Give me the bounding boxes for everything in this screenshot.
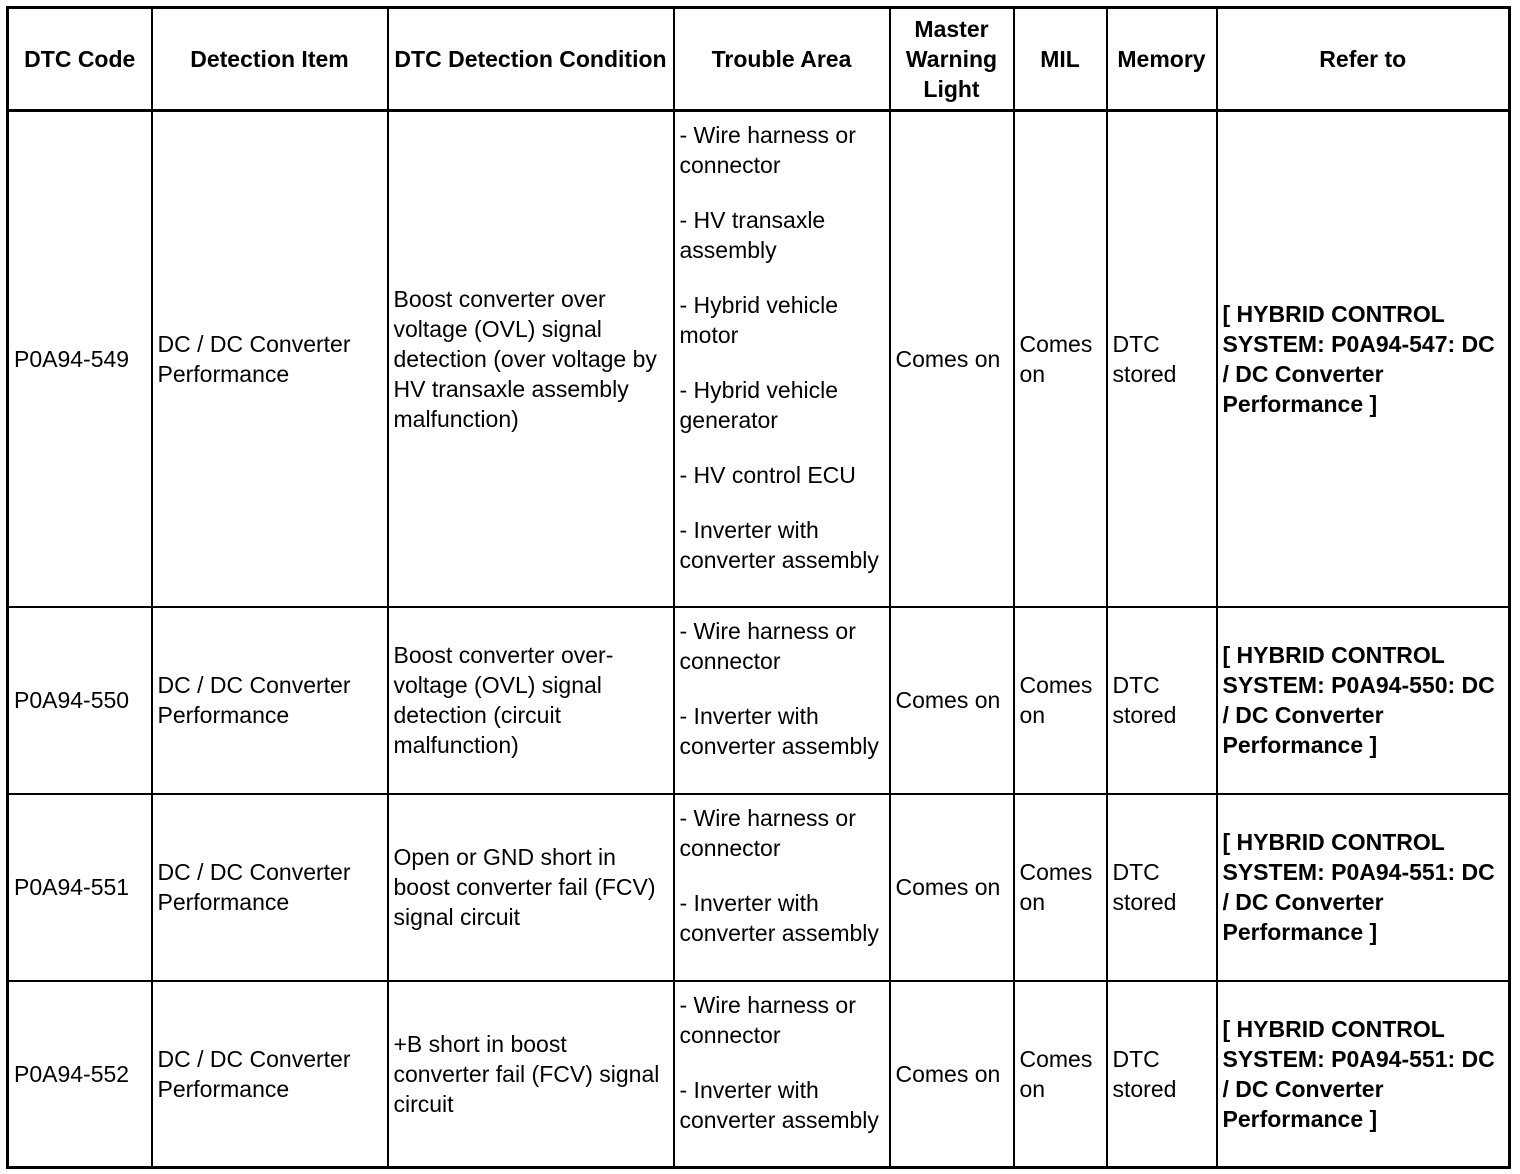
dtc-code-cell: P0A94-550	[8, 607, 152, 794]
dtc-code-cell: P0A94-552	[8, 981, 152, 1168]
dtc-table	[6, 6, 1511, 1169]
trouble-area-item: - Inverter with converter assembly	[679, 702, 879, 759]
trouble-area-item: - HV transaxle assembly	[679, 207, 826, 263]
trouble-area-item: - Inverter with converter assembly	[679, 517, 879, 573]
detection-condition-cell: +B short in boost converter fail (FCV) signal circuit	[388, 981, 674, 1168]
trouble-area-item: - Wire harness or connector	[679, 991, 856, 1048]
detection-item-cell: DC / DC Converter Performance	[152, 111, 388, 607]
header-trouble-area: Trouble Area	[674, 8, 890, 111]
header-detection-item: Detection Item	[152, 8, 388, 111]
trouble-area-item: - Wire harness or connector	[679, 804, 856, 861]
detection-condition-cell: Open or GND short in boost converter fail (FCV) signal circuit	[388, 794, 674, 981]
mil-cell: Comes on	[1014, 607, 1107, 794]
table-row	[8, 794, 1510, 981]
table-header-row	[8, 8, 1510, 111]
header-master-warning-light: Master Warning Light	[890, 8, 1014, 111]
memory-cell: DTC stored	[1107, 607, 1217, 794]
detection-item-cell: DC / DC Converter Performance	[152, 794, 388, 981]
trouble-area-item: - Wire harness or connector	[679, 617, 856, 674]
trouble-area-item: - Hybrid vehicle generator	[679, 377, 838, 433]
master-warning-cell: Comes on	[890, 981, 1014, 1168]
table-row	[8, 981, 1510, 1168]
refer-to-cell: [ HYBRID CONTROL SYSTEM: P0A94-551: DC / DC Converter Performance ]	[1217, 794, 1510, 981]
memory-cell: DTC stored	[1107, 981, 1217, 1168]
mil-cell: Comes on	[1014, 794, 1107, 981]
trouble-area-cell	[674, 111, 890, 607]
trouble-area-item: - HV control ECU	[679, 462, 856, 488]
detection-condition-cell: Boost converter over voltage (OVL) signal detection (over voltage by HV transaxle assembly malfunction)	[388, 111, 674, 607]
header-mil: MIL	[1014, 8, 1107, 111]
refer-to-cell: [ HYBRID CONTROL SYSTEM: P0A94-547: DC / DC Converter Performance ]	[1217, 111, 1510, 607]
trouble-area-item: - Hybrid vehicle motor	[679, 292, 838, 348]
trouble-area-item: - Inverter with converter assembly	[679, 1076, 879, 1133]
detection-item-cell: DC / DC Converter Performance	[152, 981, 388, 1168]
header-dtc-code: DTC Code	[8, 8, 152, 111]
trouble-area-cell	[674, 981, 890, 1168]
refer-to-cell: [ HYBRID CONTROL SYSTEM: P0A94-551: DC / DC Converter Performance ]	[1217, 981, 1510, 1168]
detection-condition-cell: Boost converter over-voltage (OVL) signal detection (circuit malfunction)	[388, 607, 674, 794]
dtc-code-cell: P0A94-549	[8, 111, 152, 607]
table-row	[8, 111, 1510, 607]
mil-cell: Comes on	[1014, 981, 1107, 1168]
table-row	[8, 607, 1510, 794]
memory-cell: DTC stored	[1107, 111, 1217, 607]
dtc-code-cell: P0A94-551	[8, 794, 152, 981]
header-detection-condition: DTC Detection Condition	[388, 8, 674, 111]
detection-item-cell: DC / DC Converter Performance	[152, 607, 388, 794]
trouble-area-cell	[674, 794, 890, 981]
header-refer-to: Refer to	[1217, 8, 1510, 111]
trouble-area-item: - Wire harness or connector	[679, 122, 856, 178]
memory-cell: DTC stored	[1107, 794, 1217, 981]
master-warning-cell: Comes on	[890, 607, 1014, 794]
master-warning-cell: Comes on	[890, 111, 1014, 607]
trouble-area-cell	[674, 607, 890, 794]
refer-to-cell: [ HYBRID CONTROL SYSTEM: P0A94-550: DC / DC Converter Performance ]	[1217, 607, 1510, 794]
trouble-area-item: - Inverter with converter assembly	[679, 889, 879, 946]
master-warning-cell: Comes on	[890, 794, 1014, 981]
header-memory: Memory	[1107, 8, 1217, 111]
mil-cell: Comes on	[1014, 111, 1107, 607]
